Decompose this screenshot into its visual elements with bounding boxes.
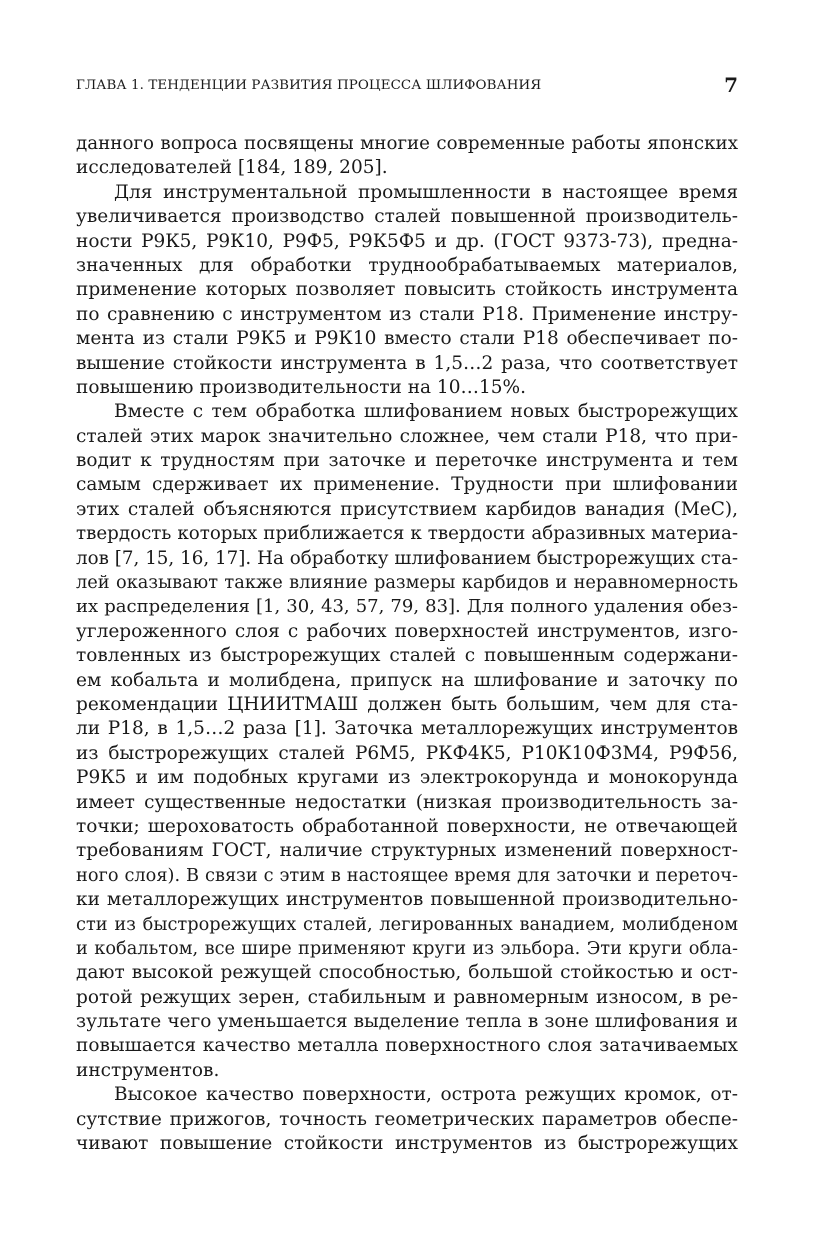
text-line: точки; шероховатость обработанной поверхности, не отвечающей [76,815,738,837]
text-line: применение которых позволяет повысить стойкость инструмента [76,279,738,301]
text-line: Р9К5 и им подобных кругами из электрокорунда и монокорунда [76,767,738,789]
text-line: зультате чего уменьшается выделение тепла в зоне шлифования и [76,1011,738,1033]
text-line: лов [7, 15, 16, 17]. На обработку шлифованием быстрорежущих ста- [76,547,738,569]
text-line: этих сталей объясняются присутствием карбидов ванадия (МеС), [76,498,738,520]
text-line: чивают повышение стойкости инструментов из быстрорежущих [76,1133,738,1155]
text-line: ного слоя). В связи с этим в настоящее время для заточки и переточ- [76,865,738,886]
page-number: 7 [724,73,738,97]
text-line: рекомендации ЦНИИТМАШ должен быть большим, чем для ста- [76,693,738,715]
text-line: инструментов. [76,1059,220,1081]
text-line: ности Р9К5, Р9К10, Р9Ф5, Р9К5Ф5 и др. (ГОСТ 9373-73), предна- [76,230,738,252]
text-line: повышению производительности на 10…15%. [76,376,526,398]
text-line: ротой режущих зерен, стабильным и равномерным износом, в ре- [76,986,738,1008]
text-line: значенных для обработки труднообрабатываемых материалов, [76,254,738,276]
text-line: дают высокой режущей способностью, большой стойкостью и ост- [76,962,738,984]
text-line: по сравнению с инструментом из стали Р18. Применение инстру- [76,303,738,325]
text-line: сутствие прижогов, точность геометрических параметров обеспе- [76,1108,738,1130]
text-line: исследователей [184, 189, 205]. [76,157,388,179]
text-line: данного вопроса посвящены многие современные работы японских [76,133,738,154]
running-head [76,73,738,98]
text-line: углероженного слоя с рабочих поверхностей инструментов, изго- [76,620,738,642]
text-line: твердость которых приближается к твердости абразивных материа- [76,523,738,545]
text-line: имеет существенные недостатки (низкая производительность за- [76,791,738,813]
text-line: водит к трудностям при заточке и переточке инструмента и тем [76,450,738,472]
text-line: увеличивается производство сталей повышенной производитель- [76,206,738,228]
text-line: повышается качество металла поверхностного слоя затачиваемых [76,1035,738,1057]
text-line: сталей этих марок значительно сложнее, чем стали Р18, что при- [76,425,738,447]
text-line: из быстрорежущих сталей Р6М5, РКФ4К5, Р10К10Ф3М4, Р9Ф56, [76,742,738,764]
text-line: Высокое качество поверхности, острота режущих кромок, от- [114,1084,738,1106]
text-line: лей оказывают также влияние размеры карбидов и неравномерность [76,573,738,594]
text-line: Вместе с тем обработка шлифованием новых быстрорежущих [114,401,738,423]
text-line: Для инструментальной промышленности в настоящее время [114,181,738,203]
text-line: и кобальтом, все шире применяют круги из эльбора. Эти круги обла- [76,938,738,959]
text-line: товленных из быстрорежущих сталей с повышенным содержани- [76,645,738,667]
running-title: ГЛАВА 1. ТЕНДЕНЦИИ РАЗВИТИЯ ПРОЦЕССА ШЛИФОВАНИЯ [76,78,542,93]
text-line: ем кобальта и молибдена, припуск на шлифование и заточку по [76,669,738,691]
text-line: вышение стойкости инструмента в 1,5…2 раза, что соответствует [76,352,738,374]
text-line: их распределения [1, 30, 43, 57, 79, 83]. Для полного удаления обез- [76,596,738,618]
text-line: самым сдерживает их применение. Трудности при шлифовании [76,474,738,496]
text-line: ли Р18, в 1,5…2 раза [1]. Заточка металлорежущих инструментов [76,718,738,740]
text-line: мента из стали Р9К5 и Р9К10 вместо стали Р18 обеспечивает по- [76,328,738,350]
text-line: требованиям ГОСТ, наличие структурных изменений поверхност- [76,840,738,862]
body-text [76,132,738,1156]
text-line: сти из быстрорежущих сталей, легированных ванадием, молибденом [76,914,738,935]
text-line: ки металлорежущих инструментов повышенной производительно- [76,889,738,911]
